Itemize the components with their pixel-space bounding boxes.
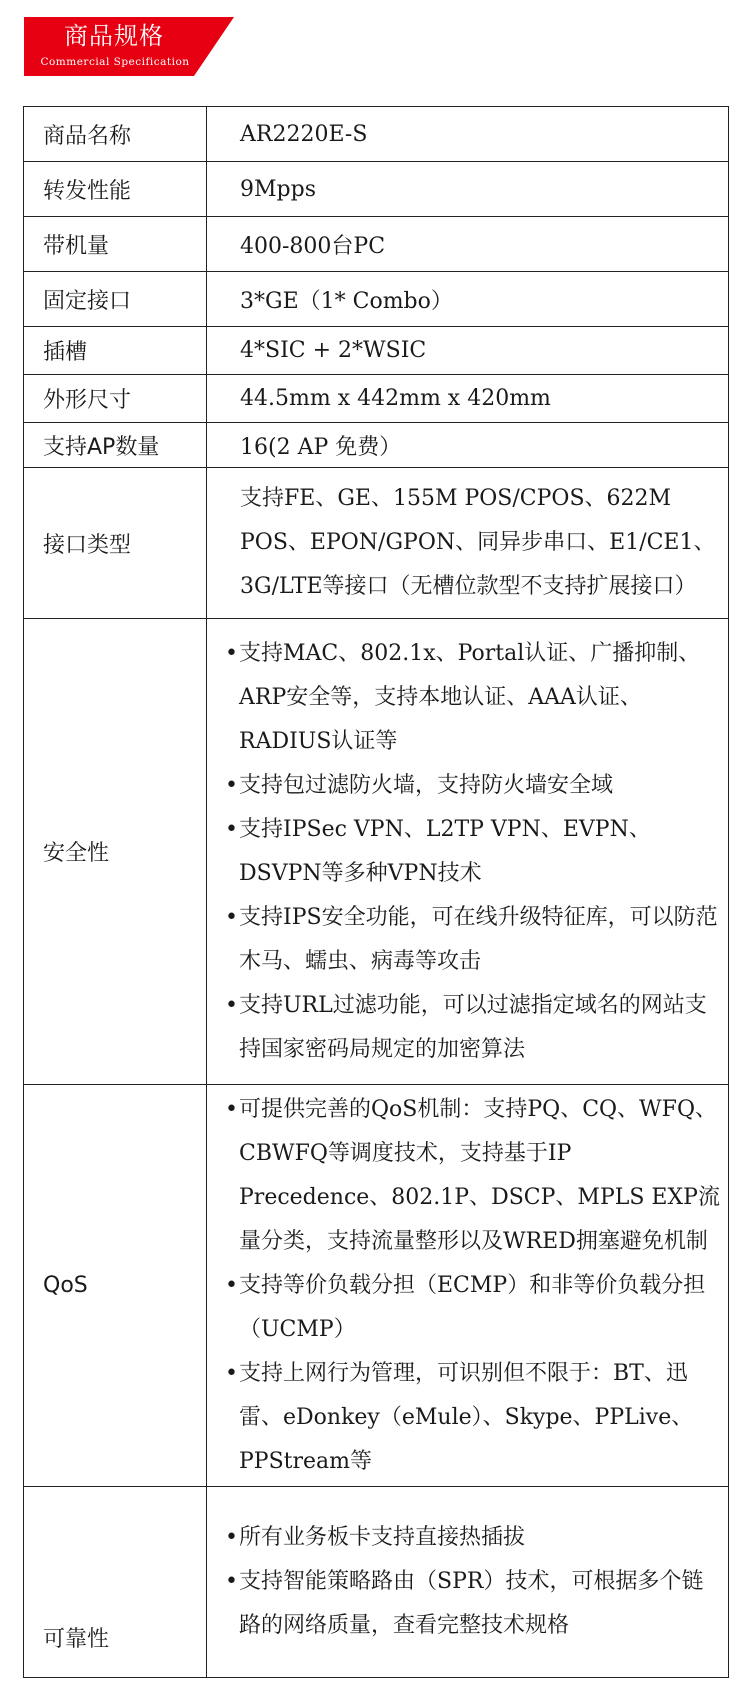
spec-row-qos [24, 1085, 729, 1487]
spec-row-security [24, 619, 729, 1085]
spec-label: 外形尺寸 [24, 375, 207, 423]
spec-table [23, 106, 729, 1678]
spec-label: 商品名称 [24, 107, 207, 162]
spec-row-interface-types [24, 468, 729, 619]
spec-row-forwarding [24, 162, 729, 217]
spec-value: 3*GE（1* Combo） [207, 272, 729, 327]
spec-label: 支持AP数量 [24, 423, 207, 468]
spec-value: AR2220E-S [207, 107, 729, 162]
section-header [24, 17, 234, 76]
section-title: 商品规格 [64, 22, 164, 50]
reliability-list [227, 1516, 720, 1648]
spec-value [207, 619, 729, 1085]
spec-value [207, 1085, 729, 1487]
spec-row-ap-count [24, 423, 729, 468]
spec-value: 44.5mm x 442mm x 420mm [207, 375, 729, 423]
list-item: • 所有业务板卡支持直接热插拔 [227, 1516, 720, 1560]
spec-row-product-name [24, 107, 729, 162]
spec-row-capacity [24, 217, 729, 272]
list-item: • 支持等价负载分担（ECMP）和非等价负载分担（UCMP） [227, 1264, 720, 1352]
security-list [227, 632, 720, 1072]
spec-value: 4*SIC + 2*WSIC [207, 327, 729, 375]
list-item: • 支持URL过滤功能，可以过滤指定域名的网站支持国家密码局规定的加密算法 [227, 984, 720, 1072]
spec-label: 插槽 [24, 327, 207, 375]
spec-row-reliability [24, 1487, 729, 1678]
spec-value [207, 468, 729, 619]
spec-label: 安全性 [24, 619, 207, 1085]
spec-value: 9Mpps [207, 162, 729, 217]
list-item: • 支持MAC、802.1x、Portal认证、广播抑制、ARP安全等，支持本地认证、AAA认证、RADIUS认证等 [227, 632, 720, 764]
spec-value [207, 1487, 729, 1678]
spec-value: 400-800台PC [207, 217, 729, 272]
spec-row-fixed-ports [24, 272, 729, 327]
list-item: • 支持IPS安全功能，可在线升级特征库，可以防范木马、蠕虫、病毒等攻击 [227, 896, 720, 984]
section-subtitle: Commercial Specification [40, 56, 190, 68]
list-item: • 支持智能策略路由（SPR）技术，可根据多个链路的网络质量，查看完整技术规格 [227, 1560, 720, 1648]
list-item: • 可提供完善的QoS机制：支持PQ、CQ、WFQ、CBWFQ等调度技术，支持基于IP Precedence、802.1P、DSCP、MPLS EXP流量分类，支持流量整形以及WRED拥塞避免机制 [227, 1088, 720, 1264]
interface-types-text: 支持FE、GE、155M POS/CPOS、622M POS、EPON/GPON、同异步串口、E1/CE1、3G/LTE等接口（无槽位款型不支持扩展接口） [240, 486, 716, 599]
spec-row-dimensions [24, 375, 729, 423]
spec-label: 可靠性 [24, 1487, 207, 1678]
spec-value: 16(2 AP 免费） [207, 423, 729, 468]
spec-label: QoS [24, 1085, 207, 1487]
list-item: • 支持IPSec VPN、L2TP VPN、EVPN、DSVPN等多种VPN技术 [227, 808, 720, 896]
qos-list [227, 1088, 720, 1484]
list-item: • 支持包过滤防火墙，支持防火墙安全域 [227, 764, 720, 808]
spec-label: 固定接口 [24, 272, 207, 327]
spec-label: 接口类型 [24, 468, 207, 619]
spec-label: 转发性能 [24, 162, 207, 217]
spec-row-slots [24, 327, 729, 375]
list-item: • 支持上网行为管理，可识别但不限于：BT、迅雷、eDonkey（eMule）、Skype、PPLive、PPStream等 [227, 1352, 720, 1484]
spec-label: 带机量 [24, 217, 207, 272]
